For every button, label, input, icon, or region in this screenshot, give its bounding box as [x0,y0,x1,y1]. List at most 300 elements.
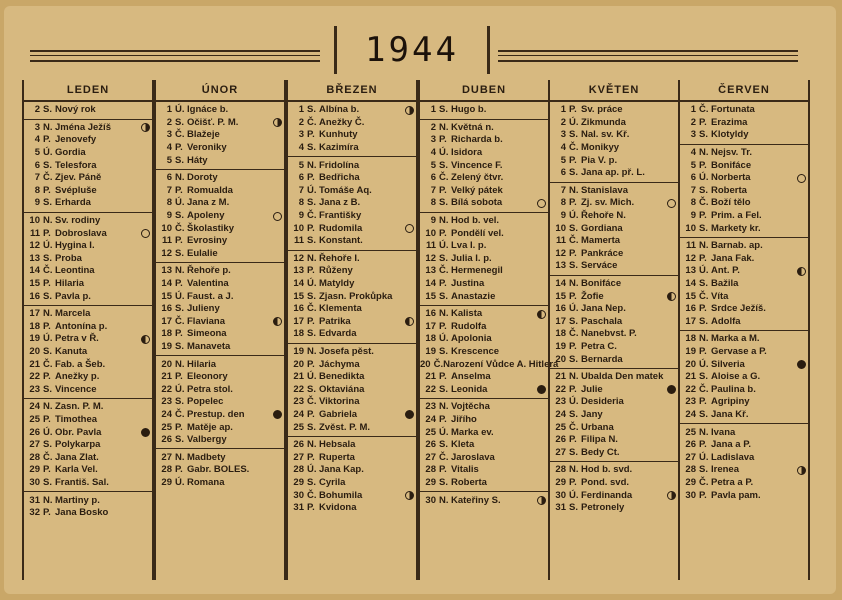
month-title: ČERVEN [680,80,808,102]
day-row [24,371,152,384]
day-row [24,104,152,117]
weekday-abbr: N. [307,159,317,171]
name-day: Leontina [55,265,95,277]
weekday-abbr: Č. [699,383,709,395]
weekday-abbr: Č. [43,172,53,184]
name-day: Svépluše [55,184,97,196]
moon-phase-icon [537,199,546,208]
day-number: 18 [425,333,436,345]
name-day: Bedřicha [319,172,360,184]
day-number: 19 [161,340,172,352]
name-day: Ant. P. [711,265,740,277]
weekday-abbr: N. [175,265,185,277]
name-day: Františky [319,210,362,222]
name-day: Hod b. vel. [451,215,500,227]
day-number: 2 [560,116,566,128]
day-number: 21 [555,371,566,383]
day-number: 11 [293,235,304,247]
weekday-abbr: S. [569,129,578,141]
day-number: 23 [555,396,566,408]
day-number: 25 [293,421,304,433]
weekday-abbr: Ú. [699,265,709,277]
weekday-abbr: N. [699,240,709,252]
day-row [420,290,548,303]
day-number: 25 [425,426,436,438]
weekday-abbr: P. [43,413,51,425]
weekday-abbr: Č. [569,421,579,433]
name-day: Kanuta [55,345,88,357]
day-number: 4 [690,147,696,159]
day-number: 16 [425,308,436,320]
week-block [24,102,152,120]
name-day: Rudolfa [451,320,487,332]
weekday-abbr: N. [175,451,185,463]
name-day: Madbety [187,451,226,463]
day-row [156,383,284,396]
day-number: 26 [29,426,40,438]
day-row [550,409,678,422]
name-day: Popelec [187,396,224,408]
day-number: 20 [555,353,566,365]
weekday-abbr: S. [43,290,52,302]
moon-phase-icon [537,385,546,394]
day-row [550,477,678,490]
day-number: 12 [425,252,436,264]
weekday-abbr: P. [43,278,51,290]
month-column [548,80,680,580]
name-day: Marka ev. [451,426,494,438]
name-day: Nal. sv. Kř. [581,129,630,141]
weekday-abbr: Č. [175,222,185,234]
weekday-abbr: S. [699,408,708,420]
weekday-abbr: N. [307,252,317,264]
name-day: Hebsala [319,439,356,451]
moon-phase-icon [797,360,806,369]
name-day: Faust. a J. [187,290,234,302]
day-number: 2 [34,104,40,116]
weekday-abbr: Ú. [569,303,579,315]
name-day: Silveria [711,358,745,370]
weekday-abbr: Ú. [43,147,53,159]
day-row [156,464,284,477]
day-row [420,278,548,291]
day-number: 21 [29,358,40,370]
day-row [550,489,678,502]
day-number: 30 [555,489,566,501]
weekday-abbr: S. [307,142,316,154]
week-block [156,170,284,263]
weekday-abbr: Ú. [175,104,185,116]
name-day: Karla Vel. [55,464,98,476]
day-row [680,477,808,490]
day-number: 11 [555,235,566,247]
day-row [550,104,678,117]
name-day: Bohumila [319,489,363,501]
day-number: 15 [293,290,304,302]
name-day: Vincence F. [451,159,503,171]
day-number: 3 [430,134,436,146]
weekday-abbr: Č. [307,210,317,222]
weekday-abbr: Č. [43,358,53,370]
day-number: 7 [298,184,304,196]
day-number: 1 [690,104,696,116]
weekday-abbr: S. [569,446,578,458]
weekday-abbr: P. [307,451,315,463]
day-number: 15 [685,290,696,302]
day-number: 8 [690,197,696,209]
day-row [156,303,284,316]
weekday-abbr: P. [43,184,51,196]
day-number: 13 [161,265,172,277]
name-day: Hygina I. [55,240,95,252]
day-number: 8 [430,197,436,209]
day-number: 6 [430,172,436,184]
weekday-abbr: Ú. [439,240,449,252]
day-number: 30 [685,489,696,501]
week-block [550,462,678,516]
week-block [288,157,416,250]
weekday-abbr: P. [569,434,577,446]
weekday-abbr: Ú. [699,451,709,463]
day-row [156,434,284,447]
weekday-abbr: Ú. [43,333,53,345]
weekday-abbr: Č. [307,489,317,501]
day-number: 4 [298,142,304,154]
weekday-abbr: Ú. [307,278,317,290]
name-day: Mamerta [581,235,621,247]
day-row [550,371,678,384]
day-number: 1 [166,104,172,116]
name-day: Jana Kř. [711,408,749,420]
day-number: 18 [555,328,566,340]
weekday-abbr: N. [569,278,579,290]
day-row [550,464,678,477]
day-number: 9 [430,215,436,227]
day-row [156,477,284,490]
week-block [420,102,548,120]
name-day: Anežky p. [55,371,100,383]
name-day: Leonida [451,383,488,395]
moon-phase-icon [797,174,806,183]
weekday-abbr: S. [307,197,316,209]
weekday-abbr: P. [175,278,183,290]
name-day: Pia V. p. [581,154,618,166]
weekday-abbr: S. [439,197,448,209]
day-row [550,278,678,291]
day-row [420,265,548,278]
weekday-abbr: P. [569,104,577,116]
day-number: 6 [34,159,40,171]
day-row [24,401,152,414]
name-day: Apoleny [187,210,225,222]
weekday-abbr: Č. [569,328,579,340]
weekday-abbr: S. [699,278,708,290]
day-row [288,328,416,341]
weekday-abbr: S. [699,222,708,234]
weekday-abbr: S. [43,104,52,116]
day-row [550,129,678,142]
name-day: Řehoře I. [319,252,360,264]
day-row [550,290,678,303]
day-row [550,353,678,366]
weekday-abbr: S. [439,476,448,488]
name-day: Fab. a Šeb. [55,358,106,370]
weekday-abbr: N. [307,439,317,451]
day-number: 27 [685,451,696,463]
weekday-abbr: Č. [699,290,709,302]
day-row [24,122,152,135]
day-number: 4 [560,142,566,154]
name-day: Julie [581,383,603,395]
day-number: 19 [685,345,696,357]
name-day: Zikmunda [581,116,626,128]
day-number: 22 [293,383,304,395]
day-row [680,426,808,439]
name-day: Narození Vůdce A. Hitlera [443,358,559,370]
name-day: Matěje ap. [187,421,233,433]
day-row [680,240,808,253]
day-number: 6 [560,167,566,179]
day-number: 4 [34,134,40,146]
day-number: 27 [425,451,436,463]
day-number: 10 [685,222,696,234]
weekday-abbr: Č. [433,358,444,370]
day-number: 13 [29,252,40,264]
name-day: Ignáce b. [187,104,229,116]
day-row [156,197,284,210]
weekday-abbr: N. [43,121,53,133]
day-row [550,222,678,235]
weekday-abbr: Ú. [439,426,449,438]
name-day: Jana z M. [187,197,230,209]
weekday-abbr: S. [569,353,578,365]
weekday-abbr: P. [175,371,183,383]
day-row [680,210,808,223]
name-day: Pondělí vel. [451,227,504,239]
weekday-abbr: S. [307,328,316,340]
day-row [420,383,548,396]
day-row [24,172,152,185]
day-number: 23 [161,396,172,408]
day-row [156,222,284,235]
day-number: 25 [555,421,566,433]
week-block [24,120,152,213]
name-day: Klementa [319,303,362,315]
day-row [550,316,678,329]
day-number: 2 [430,121,436,133]
weekday-abbr: S. [569,260,578,272]
day-row [156,235,284,248]
name-day: Adolfa [711,315,741,327]
weekday-abbr: P. [569,476,577,488]
name-day: Veroniky [187,142,227,154]
day-number: 21 [425,371,436,383]
day-row [288,346,416,359]
day-row [24,265,152,278]
weekday-abbr: N. [699,333,709,345]
weekday-abbr: P. [569,154,577,166]
name-day: Pond. svd. [581,476,630,488]
day-number: 5 [560,154,566,166]
name-day: Jana Bosko [55,507,109,519]
week-block [288,437,416,517]
day-number: 28 [293,464,304,476]
day-row [288,222,416,235]
day-number: 14 [29,265,40,277]
name-day: Kateřiny S. [451,494,501,506]
day-number: 9 [298,210,304,222]
name-day: Školastiky [187,222,234,234]
day-row [680,316,808,329]
name-day: Aloise a G. [711,371,761,383]
day-row [420,147,548,160]
moon-phase-icon [141,123,150,132]
week-block [550,102,678,183]
weekday-abbr: S. [307,383,316,395]
name-day: Pavla pam. [711,489,761,501]
week-block [550,276,678,369]
day-number: 7 [430,184,436,196]
name-day: Jáchyma [319,358,360,370]
weekday-abbr: P. [43,371,51,383]
weekday-abbr: Ú. [175,290,185,302]
weekday-abbr: P. [439,371,447,383]
day-row [550,154,678,167]
weekday-abbr: P. [699,252,707,264]
month-title: KVĚTEN [550,80,678,102]
name-day: Řehoře p. [187,265,231,277]
weekday-abbr: S. [175,303,184,315]
name-day: Jaroslava [451,451,495,463]
name-day: Barnab. ap. [711,240,763,252]
moon-phase-icon [797,466,806,475]
day-number: 12 [161,247,172,259]
day-row [288,235,416,248]
day-number: 24 [29,401,40,413]
moon-phase-icon [537,310,546,319]
day-number: 28 [555,464,566,476]
day-number: 29 [29,464,40,476]
day-number: 14 [161,278,172,290]
name-day: Zjev. Páně [55,172,102,184]
day-number: 3 [166,129,172,141]
name-day: Krescence [451,345,500,357]
day-row [156,210,284,223]
weekday-abbr: P. [43,134,51,146]
day-number: 27 [29,439,40,451]
day-number: 27 [293,451,304,463]
name-day: Dobroslava [55,227,107,239]
week-block [550,369,678,462]
weekday-abbr: N. [439,121,449,133]
day-number: 29 [425,476,436,488]
day-row [420,451,548,464]
name-day: Albína b. [319,104,360,116]
day-row [420,333,548,346]
day-number: 16 [161,303,172,315]
week-block [420,120,548,213]
name-day: Růženy [319,265,353,277]
day-number: 11 [685,240,696,252]
weekday-abbr: Č. [175,408,185,420]
weekday-abbr: N. [569,464,579,476]
day-row [156,290,284,303]
day-row [420,185,548,198]
name-day: Vincence [55,383,97,395]
month-column [678,80,810,580]
name-day: Timothea [55,413,98,425]
day-row [550,383,678,396]
day-row [24,464,152,477]
name-day: Apolonia [451,333,492,345]
day-number: 22 [685,383,696,395]
week-block [680,331,808,424]
day-number: 24 [555,408,566,420]
weekday-abbr: P. [175,184,183,196]
name-day: Blažeje [187,129,220,141]
day-row [680,303,808,316]
weekday-abbr: S. [175,340,184,352]
name-day: Bernarda [581,353,623,365]
name-day: Jana Zlat. [55,451,99,463]
day-row [550,248,678,261]
day-row [156,328,284,341]
day-number: 3 [298,129,304,141]
weekday-abbr: Ú. [307,464,317,476]
day-row [420,439,548,452]
name-day: Květná n. [451,121,494,133]
day-row [420,346,548,359]
day-number: 31 [293,502,304,514]
name-day: Ivana [711,426,736,438]
weekday-abbr: P. [699,489,707,501]
day-number: 15 [555,290,566,302]
name-day: Nanebvst. P. [581,328,637,340]
day-row [156,421,284,434]
day-number: 9 [166,210,172,222]
day-row [156,358,284,371]
weekday-abbr: S. [307,290,316,302]
name-day: Filipa N. [581,434,618,446]
weekday-abbr: S. [439,290,448,302]
day-row [24,333,152,346]
name-day: Irenea [711,464,739,476]
month-column [22,80,154,580]
name-day: Petra v Ř. [55,333,99,345]
day-row [24,494,152,507]
day-row [288,371,416,384]
day-number: 12 [555,247,566,259]
day-row [288,185,416,198]
day-row [24,414,152,427]
weekday-abbr: S. [569,502,578,514]
day-row [288,464,416,477]
name-day: Kazimíra [319,142,359,154]
day-number: 25 [161,421,172,433]
weekday-abbr: Ú. [307,184,317,196]
day-row [156,265,284,278]
month-title: BŘEZEN [288,80,416,102]
week-block [420,399,548,492]
day-row [680,358,808,371]
weekday-abbr: P. [43,320,51,332]
weekday-abbr: P. [307,408,315,420]
name-day: Erharda [55,197,91,209]
day-row [550,434,678,447]
moon-phase-icon [273,118,282,127]
name-day: Nový rok [55,104,96,116]
day-number: 10 [293,222,304,234]
